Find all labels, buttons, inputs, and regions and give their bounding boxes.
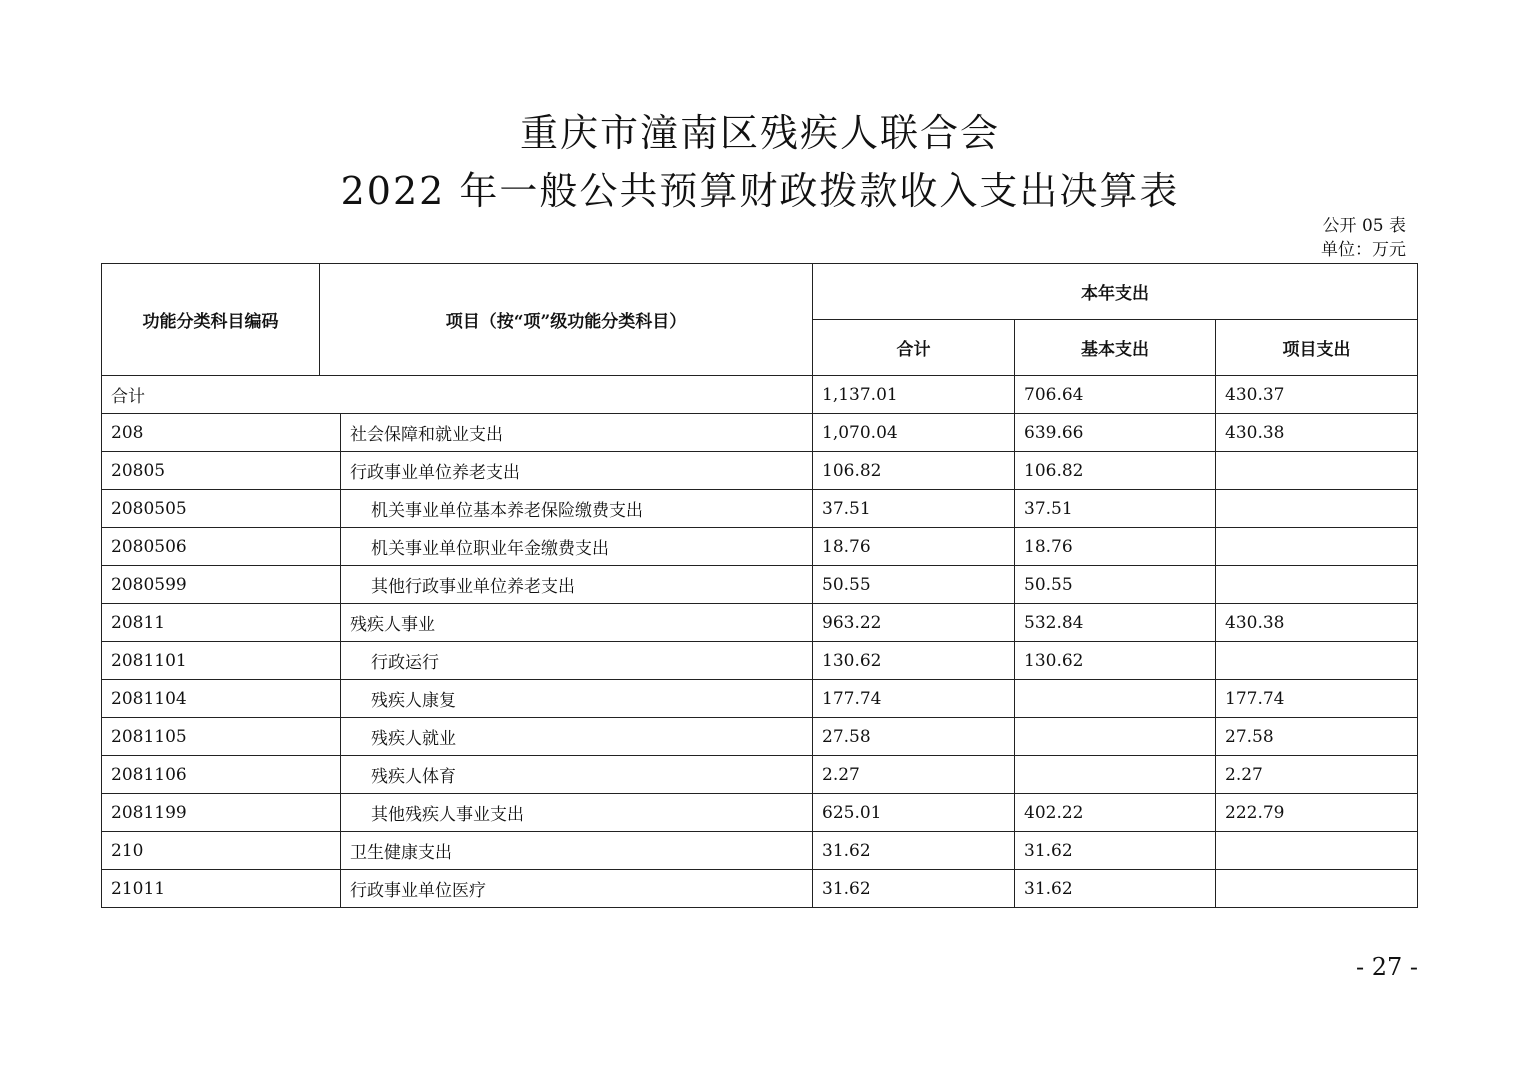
- budget-table: [101, 263, 1418, 908]
- table-row: [102, 642, 1418, 680]
- table-row: [102, 528, 1418, 566]
- row-basic: [1015, 680, 1216, 718]
- row-basic: [1015, 756, 1216, 794]
- row-code: 2081106: [102, 756, 341, 794]
- row-name: 行政事业单位医疗: [341, 870, 813, 908]
- row-project: [1216, 528, 1418, 566]
- row-basic: 50.55: [1015, 566, 1216, 604]
- row-name: 残疾人就业: [341, 718, 813, 756]
- row-total: 177.74: [813, 680, 1015, 718]
- row-total: 18.76: [813, 528, 1015, 566]
- row-name: 其他行政事业单位养老支出: [341, 566, 813, 604]
- row-name: 行政事业单位养老支出: [341, 452, 813, 490]
- row-code: 2080505: [102, 490, 341, 528]
- row-basic: 18.76: [1015, 528, 1216, 566]
- row-code: 210: [102, 832, 341, 870]
- row-project: [1216, 870, 1418, 908]
- header-item: 项目（按“项”级功能分类科目）: [320, 264, 813, 376]
- header-code: 功能分类科目编码: [102, 264, 320, 376]
- row-basic: [1015, 718, 1216, 756]
- row-basic: 639.66: [1015, 414, 1216, 452]
- row-project: [1216, 642, 1418, 680]
- row-basic: 31.62: [1015, 832, 1216, 870]
- row-name: 卫生健康支出: [341, 832, 813, 870]
- row-total: 1,070.04: [813, 414, 1015, 452]
- total-label: 合计: [102, 376, 813, 414]
- row-basic: 402.22: [1015, 794, 1216, 832]
- table-row: [102, 452, 1418, 490]
- row-total: 27.58: [813, 718, 1015, 756]
- row-total: 31.62: [813, 870, 1015, 908]
- row-basic: 31.62: [1015, 870, 1216, 908]
- row-code: 2080506: [102, 528, 341, 566]
- header-basic: 基本支出: [1015, 320, 1216, 376]
- row-total: 50.55: [813, 566, 1015, 604]
- table-row: [102, 832, 1418, 870]
- table-row: [102, 680, 1418, 718]
- header-current-year: 本年支出: [813, 264, 1418, 320]
- row-name: 其他残疾人事业支出: [341, 794, 813, 832]
- header-total: 合计: [813, 320, 1015, 376]
- row-total: 106.82: [813, 452, 1015, 490]
- row-project: 430.38: [1216, 604, 1418, 642]
- row-basic: 532.84: [1015, 604, 1216, 642]
- row-code: 2081105: [102, 718, 341, 756]
- total-basic: 706.64: [1015, 376, 1216, 414]
- document-subtitle: 2022 年一般公共预算财政拨款收入支出决算表: [340, 169, 1180, 213]
- row-project: [1216, 452, 1418, 490]
- row-total: 130.62: [813, 642, 1015, 680]
- row-project: 177.74: [1216, 680, 1418, 718]
- row-basic: 106.82: [1015, 452, 1216, 490]
- total-project: 430.37: [1216, 376, 1418, 414]
- row-project: [1216, 832, 1418, 870]
- table-row: [102, 794, 1418, 832]
- table-row: [102, 490, 1418, 528]
- row-project: 430.38: [1216, 414, 1418, 452]
- form-number: 公开 05 表: [1322, 216, 1406, 236]
- header-project: 项目支出: [1216, 320, 1418, 376]
- row-name: 机关事业单位基本养老保险缴费支出: [341, 490, 813, 528]
- row-code: 20805: [102, 452, 341, 490]
- row-name: 残疾人事业: [341, 604, 813, 642]
- row-project: 222.79: [1216, 794, 1418, 832]
- table-row: [102, 414, 1418, 452]
- row-name: 机关事业单位职业年金缴费支出: [341, 528, 813, 566]
- row-project: 2.27: [1216, 756, 1418, 794]
- row-name: 行政运行: [341, 642, 813, 680]
- total-amount: 1,137.01: [813, 376, 1015, 414]
- table-row: [102, 870, 1418, 908]
- row-total: 963.22: [813, 604, 1015, 642]
- row-code: 2081199: [102, 794, 341, 832]
- row-code: 2081104: [102, 680, 341, 718]
- row-name: 社会保障和就业支出: [341, 414, 813, 452]
- row-project: [1216, 566, 1418, 604]
- document-title: 重庆市潼南区残疾人联合会: [519, 111, 1000, 155]
- page-number: - 27 -: [1355, 953, 1418, 981]
- row-total: 37.51: [813, 490, 1015, 528]
- row-total: 2.27: [813, 756, 1015, 794]
- row-code: 20811: [102, 604, 341, 642]
- row-name: 残疾人康复: [341, 680, 813, 718]
- row-code: 21011: [102, 870, 341, 908]
- row-code: 2081101: [102, 642, 341, 680]
- table-row: [102, 604, 1418, 642]
- table-row: [102, 756, 1418, 794]
- table-row: [102, 566, 1418, 604]
- row-code: 2080599: [102, 566, 341, 604]
- total-row: [102, 376, 1418, 414]
- row-basic: 37.51: [1015, 490, 1216, 528]
- row-total: 31.62: [813, 832, 1015, 870]
- row-project: [1216, 490, 1418, 528]
- row-basic: 130.62: [1015, 642, 1216, 680]
- table-row: [102, 718, 1418, 756]
- row-total: 625.01: [813, 794, 1015, 832]
- row-code: 208: [102, 414, 341, 452]
- row-project: 27.58: [1216, 718, 1418, 756]
- row-name: 残疾人体育: [341, 756, 813, 794]
- unit-label: 单位：万元: [1321, 240, 1406, 260]
